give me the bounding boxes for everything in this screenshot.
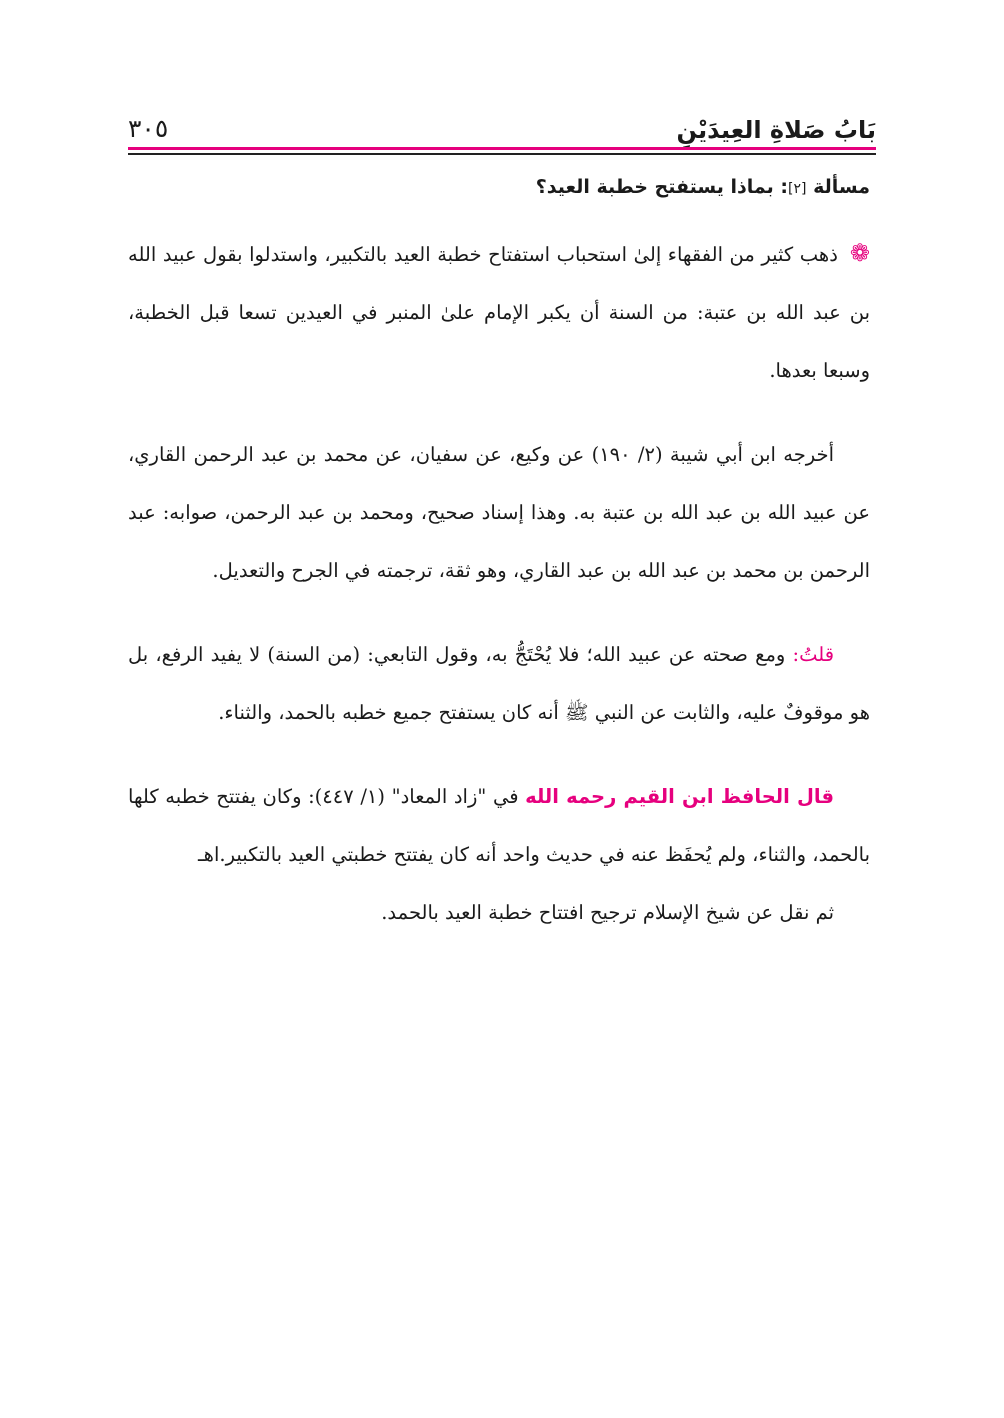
paragraph-4-text: في "زاد المعاد" (١/ ٤٤٧): وكان يفتتح خطبه كلها بالحمد، والثناء، ولم يُحفَظ عنه في حديث واحد أنه كان يفتتح خطبتي العيد بالتكبير.اهـ	[128, 785, 870, 866]
paragraph-3-text: ومع صحته عن عبيد الله؛ فلا يُحْتَجُّ به، وقول التابعي: (من السنة) لا يفيد الرفع، بل هو موقوفٌ عليه، والثابت عن النبي ﷺ أنه كان يستفتح جميع خطبه بالحمد، والثناء.	[128, 643, 870, 724]
question-number: [٢]	[788, 181, 807, 197]
question-heading: مسألة [٢]: بماذا يستفتح خطبة العيد؟	[535, 176, 870, 198]
paragraph-2: أخرجه ابن أبي شيبة (٢/ ١٩٠) عن وكيع، عن سفيان، عن محمد بن عبد الرحمن القاري، عن عبيد الله بن عبد الله بن عتبة به. وهذا إسناد صحيح، ومحمد بن عبد الرحمن، صوابه: عبد الرحمن بن محمد بن عبد الله بن عبد القاري، وهو ثقة، ترجمته في الجرح والتعديل.	[128, 443, 870, 582]
paragraph-1	[128, 224, 870, 400]
paragraph-5: ثم نقل عن شيخ الإسلام ترجيح افتتاح خطبة العيد بالحمد.	[381, 901, 834, 924]
page-content	[128, 160, 870, 942]
paragraph-3	[128, 626, 870, 742]
flower-ornament-icon: ❁	[849, 239, 870, 267]
paragraph-4-lead: قال الحافظ ابن القيم رحمه الله	[525, 785, 834, 808]
page-number: ٣٠٥	[128, 114, 169, 143]
chapter-title: بَابُ صَلاةِ العِيدَيْنِ	[676, 116, 876, 144]
paragraph-1-text: ذهب كثير من الفقهاء إلىٰ استحباب استفتاح خطبة العيد بالتكبير، واستدلوا بقول عبيد الله بن عبد الله بن عتبة: من السنة أن يكبر الإمام علىٰ المنبر في العيدين تسعا قبل الخطبة، وسبعا بعدها.	[128, 243, 870, 382]
question-title: بماذا يستفتح خطبة العيد؟	[535, 176, 774, 198]
question-label: مسألة	[813, 176, 870, 198]
header-rule-black	[128, 153, 876, 155]
paragraph-4	[128, 768, 870, 884]
paragraph-3-lead: قلتُ:	[792, 643, 835, 666]
page-header	[128, 108, 876, 144]
header-rule-pink	[128, 147, 876, 150]
